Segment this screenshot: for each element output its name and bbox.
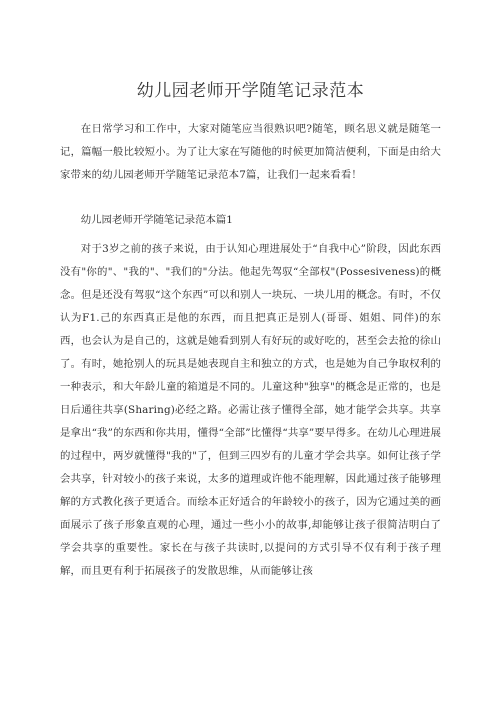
document-title: 幼儿园老师开学随笔记录范本 — [136, 81, 365, 101]
intro-paragraph: 在日常学习和工作中，大家对随笔应当很熟识吧?随笔，顾名思义就是随笔一记，篇幅一般比较短小。为了让大家在写随他的时候更加简洁便利，下面是由给大家带来的幼儿园老师开学随笔记录范本7篇，让我们一起来看看！ — [60, 123, 441, 181]
section-heading: 幼儿园老师开学随笔记录范本篇1 — [80, 214, 233, 226]
body-paragraph: 对于3岁之前的孩子来说，由于认知心理进展处于“自我中心”阶段，因此东西没有"你的"、"我的"、"我们的"分法。他起先驾驭“全部权"(Possesiveness)的概念。但是还没有驾驭“这个东西”可以和别人一块玩、一块儿用的概念。有时，不仅认为F1.己的东西真正是他的东西，而且把真正是别人(哥哥、姐姐、同伴)的东西，也会认为是自己的，这就是她看到别人有好玩的或好吃的，甚至会去抢的徐山了。有时，她抢别人的玩具是她表现自主和独立的方式，也是她为自己争取权利的一种表示，和大年龄儿童的箱道是不同的。儿童这种"独享"的概念是正常的，也是日后通往共享(Sharing)必经之路。必需让孩子懂得全部，她才能学会共享。共享是拿出“我”的东西和你共用，懂得“全部”比懂得“共享”要早得多。在幼儿心理进展的过程中，两岁就懂得"我的"了，但到三四岁有的儿童才学会共享。如何让孩子学会共享，针对较小的孩子来说，太多的道理或许他不能理解，因此通过孩子能够理解的方式教化孩子更适合。而绘本正好适合的年龄较小的孩子，因为它通过美的画面展示了孩子形象直观的心理，通过一些小小的故事,却能够让孩子很简洁明白了学会共享的重要性。家长在与孩子共读时,以提问的方式引导不仅有利于孩子理解，而且更有利于拓展孩子的发散思维，从而能够让孩 — [60, 243, 441, 577]
